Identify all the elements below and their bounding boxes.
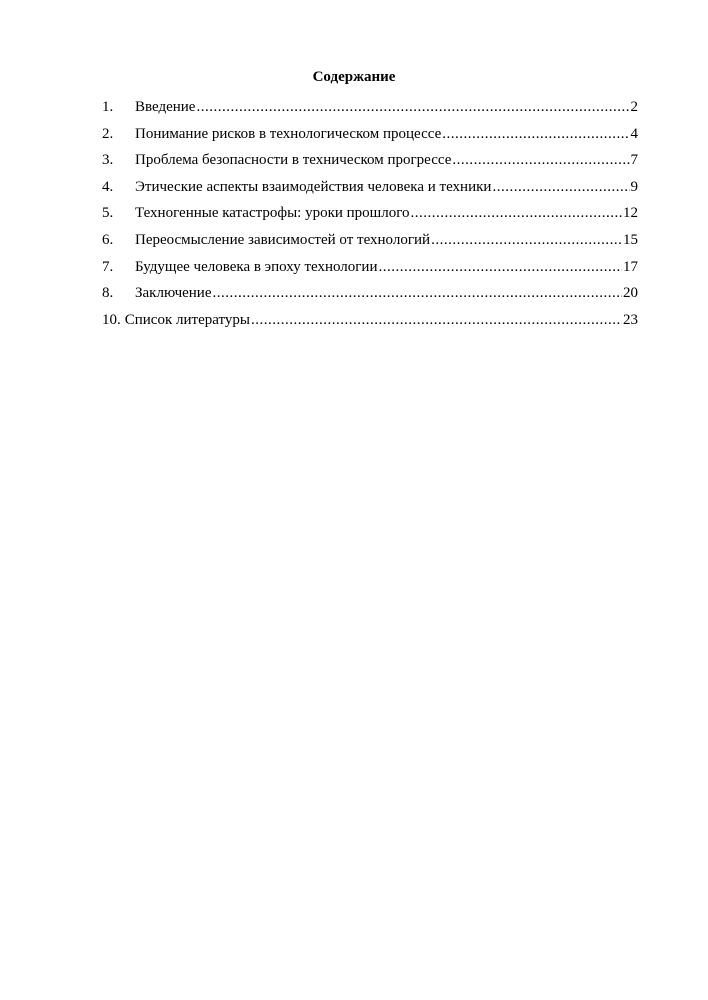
toc-entry-number: 6. [102,231,114,248]
toc-entry-number: 5. [102,205,114,222]
toc-entry-label: Заключение [135,285,212,302]
toc-entry-bibliography[interactable] [102,311,638,338]
toc-entry-label: Техногенные катастрофы: уроки прошлого [135,205,410,222]
toc-entry-ethical-aspects[interactable] [102,178,638,205]
toc-entry-label: Переосмысление зависимостей от технологий [135,231,431,248]
toc-entry-label: Этические аспекты взаимодействия человека и техники [135,178,492,195]
toc-entry-number: 3. [102,152,114,169]
toc-entry-page: 17 [623,258,638,275]
toc-entry-number: 7. [102,258,114,275]
toc-entry-technogenic-disasters[interactable] [102,204,638,231]
toc-entry-human-future[interactable] [102,258,638,285]
toc-entry-label: Список литературы [124,311,250,328]
toc-entry-page: 4 [630,125,638,142]
toc-list [102,98,638,337]
toc-entry-page: 2 [630,99,638,115]
toc-entry-page: 7 [630,152,638,169]
toc-entry-page: 23 [623,311,638,328]
toc-entry-label: Понимание рисков в технологическом процессе [135,125,442,142]
toc-leader-dots [442,125,629,143]
toc-leader-dots [431,231,622,249]
toc-entry-page: 9 [630,178,638,195]
toc-entry-risk-understanding[interactable] [102,125,638,152]
toc-entry-label: Проблема безопасности в техническом прогрессе [135,152,452,169]
toc-entry-page: 20 [623,285,638,302]
toc-entry-label: Будущее человека в эпоху технологии [135,258,378,275]
toc-entry-rethinking-dependencies[interactable] [102,231,638,258]
toc-leader-dots [251,311,622,329]
toc-entry-number: 8. [102,285,114,302]
toc-leader-dots [213,284,623,302]
toc-entry-number: 10. [102,311,121,328]
toc-entry-introduction[interactable] [102,98,638,125]
toc-entry-number: 2. [102,125,114,142]
toc-title: Содержание [312,69,396,85]
toc-leader-dots [492,178,629,196]
toc-entry-label: Введение [135,99,196,115]
toc-leader-dots [410,204,622,222]
toc-entry-security-problem[interactable] [102,151,638,178]
toc-leader-dots [379,258,623,276]
toc-entry-page: 15 [623,231,638,248]
toc-entry-conclusion[interactable] [102,284,638,311]
toc-leader-dots [196,98,629,116]
toc-entry-number: 1. [102,99,114,115]
toc-leader-dots [452,151,629,169]
toc-entry-page: 12 [623,205,638,222]
toc-entry-number: 4. [102,178,114,195]
